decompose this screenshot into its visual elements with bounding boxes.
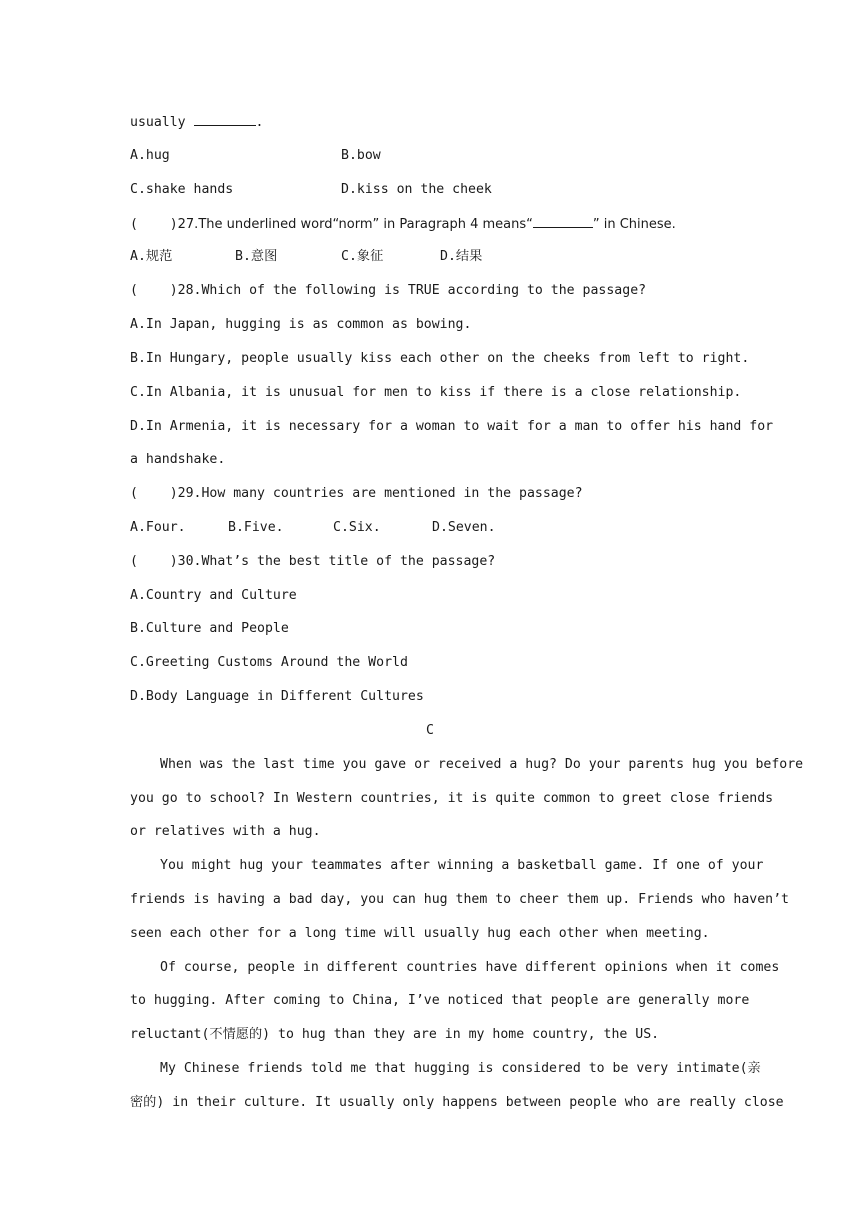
q28-option-a: A.In Japan, hugging is as common as bowing.	[130, 317, 472, 332]
q26-tail-text: usually	[130, 115, 194, 130]
q27-option-c: C.象征	[341, 249, 384, 264]
q26-tail-end: .	[255, 115, 264, 130]
passage-line: or relatives with a hug.	[130, 824, 321, 839]
q27-option-b: B.意图	[235, 249, 278, 264]
passage-line: to hugging. After coming to China, I’ve noticed that people are generally more	[130, 993, 750, 1008]
passage-line: you go to school? In Western countries, it is quite common to greet close friends	[130, 791, 774, 806]
passage-line: reluctant(不情愿的) to hug than they are in my home country, the US.	[130, 1027, 660, 1042]
passage-line: You might hug your teammates after winning a basketball game. If one of your	[160, 858, 764, 873]
section-heading: C	[426, 723, 434, 738]
q30-option-d: D.Body Language in Different Cultures	[130, 689, 424, 704]
answer-paren: ( )	[130, 217, 178, 232]
q29-option-b: B.Five.	[228, 520, 284, 535]
q26-option-c: C.shake hands	[130, 182, 234, 197]
q26-option-b: B.bow	[341, 148, 381, 163]
q30-option-a: A.Country and Culture	[130, 588, 297, 603]
q29-option-d: D.Seven.	[432, 520, 496, 535]
passage-line: friends is having a bad day, you can hug them to cheer them up. Friends who haven’t	[130, 892, 789, 907]
q28-option-d-cont: a handshake.	[130, 452, 226, 467]
q28-option-b: B.In Hungary, people usually kiss each other on the cheeks from left to right.	[130, 351, 750, 366]
answer-blank	[533, 215, 593, 228]
passage-line: 密的) in their culture. It usually only happens between people who are really close	[130, 1095, 784, 1110]
q26-option-d: D.kiss on the cheek	[341, 182, 492, 197]
q26-option-a: A.hug	[130, 148, 170, 163]
q27-text-end: ” in Chinese.	[592, 217, 676, 232]
passage-line: Of course, people in different countries have different opinions when it comes	[160, 960, 780, 975]
q30-stem: ( )30.What’s the best title of the passage?	[130, 554, 496, 569]
q30-option-c: C.Greeting Customs Around the World	[130, 655, 408, 670]
q26-stem-tail	[130, 113, 263, 132]
q29-stem: ( )29.How many countries are mentioned in the passage?	[130, 486, 583, 501]
q27-text: 27.The underlined word“norm” in Paragraph 4 means“	[177, 217, 533, 232]
q28-option-c: C.In Albania, it is unusual for men to kiss if there is a close relationship.	[130, 385, 742, 400]
q29-option-c: C.Six.	[333, 520, 381, 535]
q27-stem	[130, 215, 676, 234]
q27-option-a: A.规范	[130, 249, 173, 264]
passage-line: seen each other for a long time will usually hug each other when meeting.	[130, 926, 710, 941]
passage-line: My Chinese friends told me that hugging is considered to be very intimate(亲	[160, 1061, 761, 1076]
passage-line: When was the last time you gave or received a hug? Do your parents hug you before	[160, 757, 804, 772]
answer-blank	[194, 113, 256, 126]
q28-stem: ( )28.Which of the following is TRUE according to the passage?	[130, 283, 647, 298]
q29-option-a: A.Four.	[130, 520, 186, 535]
q30-option-b: B.Culture and People	[130, 621, 289, 636]
q27-option-d: D.结果	[440, 249, 483, 264]
q28-option-d: D.In Armenia, it is necessary for a woman to wait for a man to offer his hand for	[130, 419, 774, 434]
